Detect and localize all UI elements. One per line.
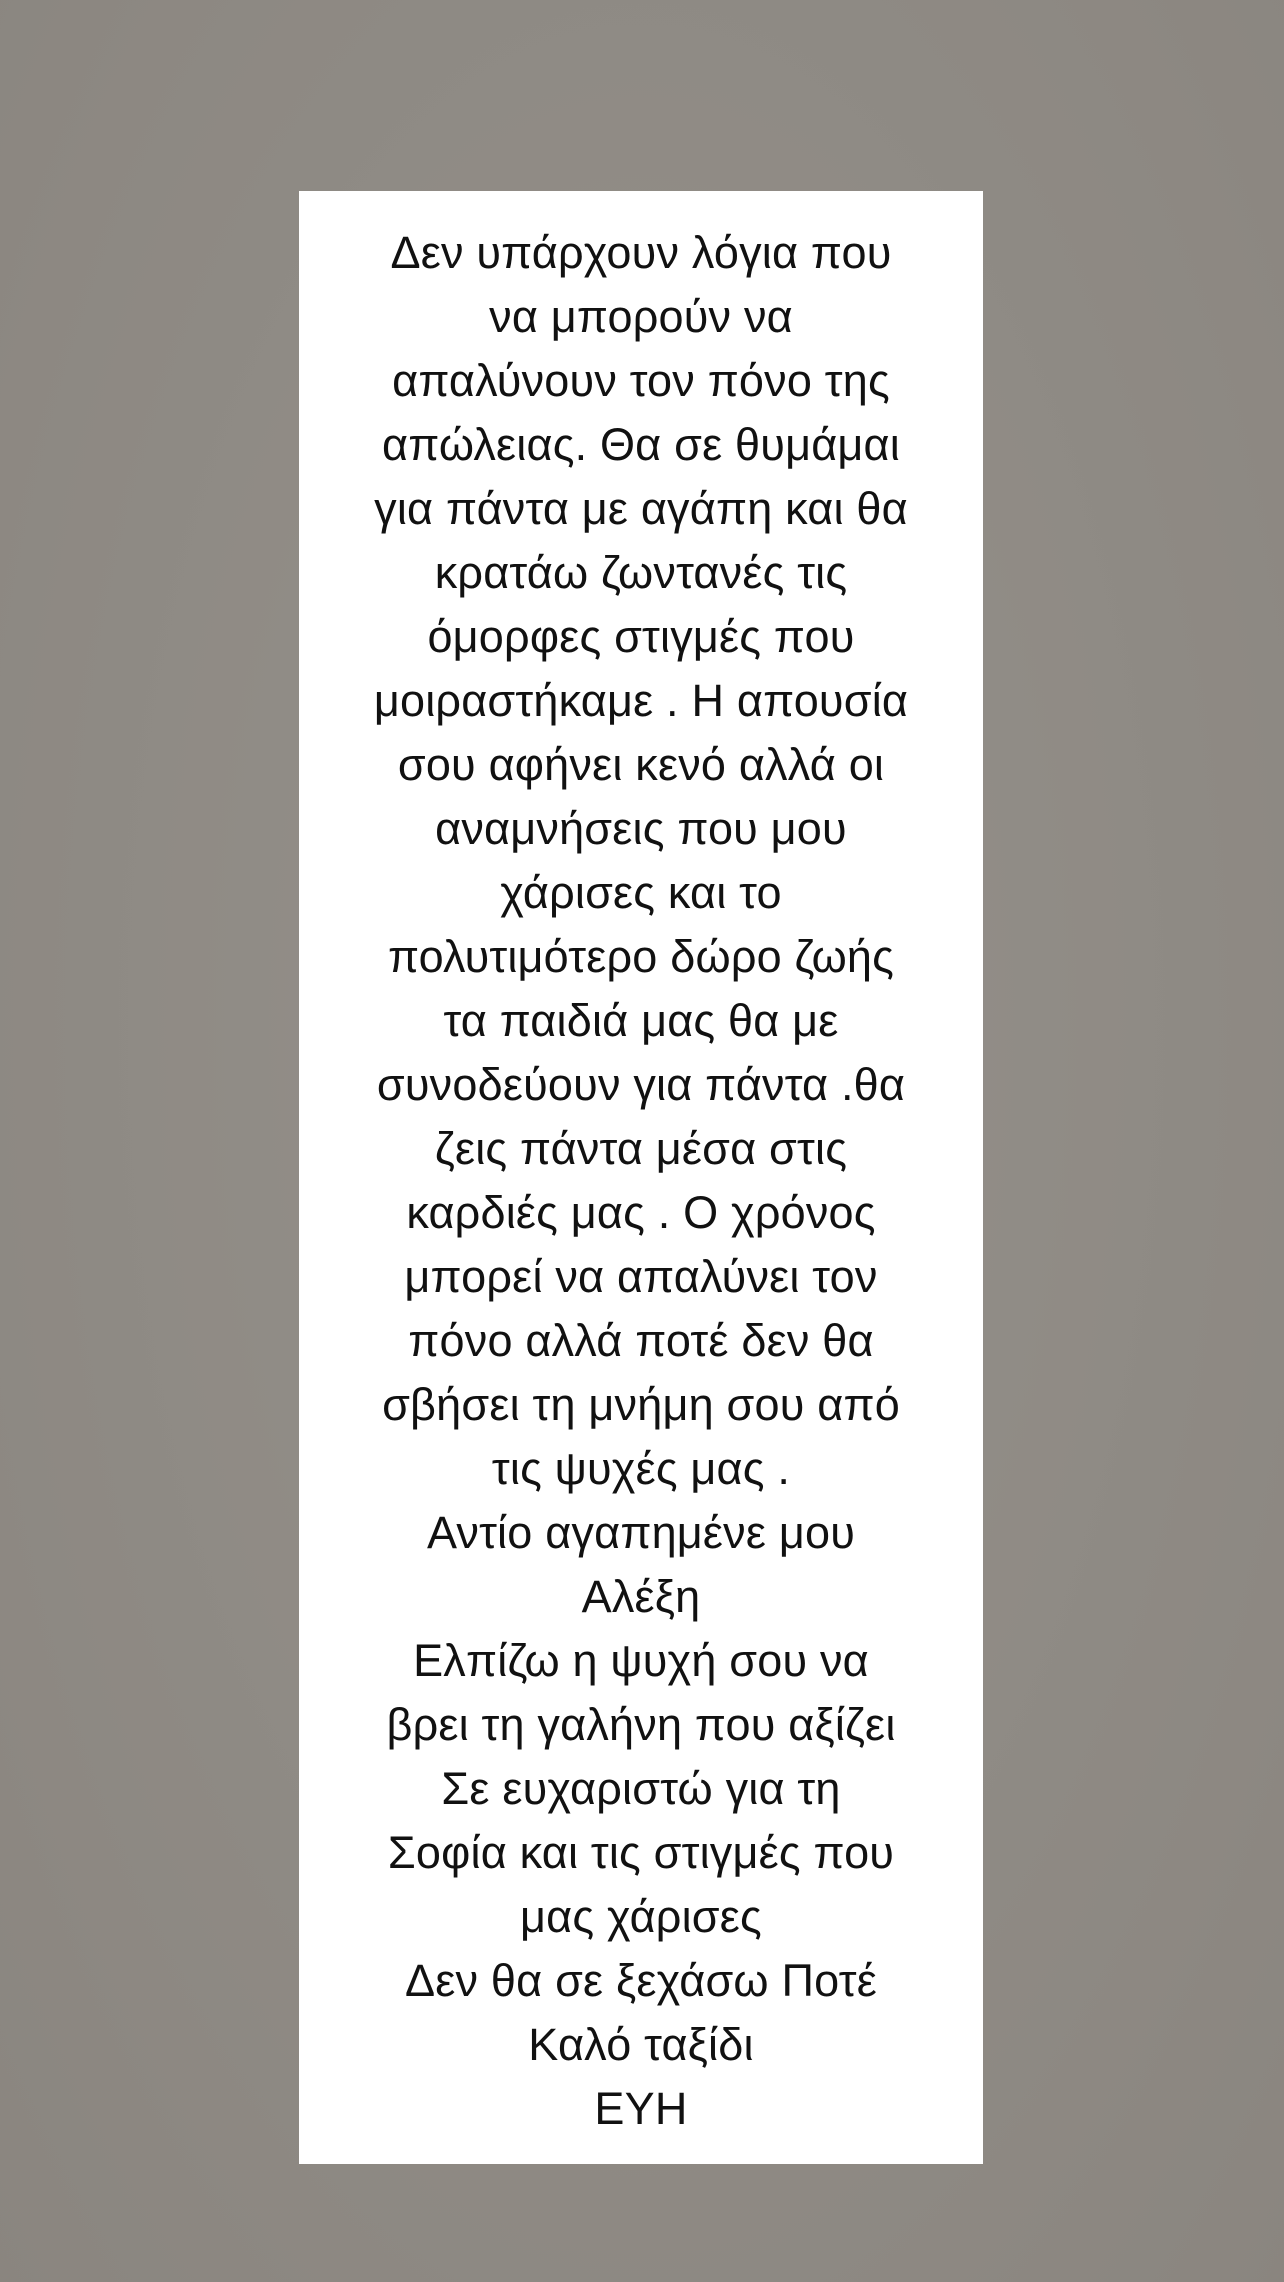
message-line: όμορφες στιγμές που <box>427 611 855 662</box>
message-line: πόνο αλλά ποτέ δεν θα <box>408 1315 874 1366</box>
message-line: μπορεί να απαλύνει τον <box>404 1251 878 1302</box>
message-line: απαλύνουν τον πόνο της <box>392 355 890 406</box>
message-line: μοιραστήκαμε . Η απουσία <box>373 675 909 726</box>
message-line: κρατάω ζωντανές τις <box>434 547 848 598</box>
message-line: σου αφήνει κενό αλλά οι <box>397 739 885 790</box>
message-line: για πάντα με αγάπη και θα <box>374 483 908 534</box>
message-line: τα παιδιά μας θα με <box>443 995 839 1046</box>
message-line: βρει τη γαλήνη που αξίζει <box>386 1699 896 1750</box>
message-line: απώλειας. Θα σε θυμάμαι <box>382 419 900 470</box>
message-line: να μπορούν να <box>489 291 793 342</box>
message-line: καρδιές μας . Ο χρόνος <box>406 1187 876 1238</box>
message-line: χάρισες και το <box>500 867 782 918</box>
message-line: Σοφία και τις στιγμές που <box>387 1827 895 1878</box>
message-line: Σε ευχαριστώ για τη <box>441 1763 841 1814</box>
message-line: Ελπίζω η ψυχή σου να <box>413 1635 869 1686</box>
message-text <box>305 221 977 2141</box>
message-line: Αλέξη <box>581 1571 701 1622</box>
message-line: Αντίο αγαπημένε μου <box>426 1507 856 1558</box>
message-line: τις ψυχές μας . <box>491 1443 791 1494</box>
message-line: Καλό ταξίδι <box>528 2019 754 2070</box>
message-line: πολυτιμότερο δώρο ζωής <box>387 931 895 982</box>
message-line: Δεν υπάρχουν λόγια που <box>390 227 892 278</box>
message-line: ΕΥΗ <box>594 2083 688 2134</box>
message-line: ζεις πάντα μέσα στις <box>434 1123 848 1174</box>
text-card <box>299 191 983 2164</box>
message-line: Δεν θα σε ξεχάσω Ποτέ <box>405 1955 877 2006</box>
message-line: σβήσει τη μνήμη σου από <box>382 1379 900 1430</box>
message-line: αναμνήσεις που μου <box>435 803 847 854</box>
message-line: συνοδεύουν για πάντα .θα <box>376 1059 906 1110</box>
message-line: μας χάρισες <box>520 1891 762 1942</box>
